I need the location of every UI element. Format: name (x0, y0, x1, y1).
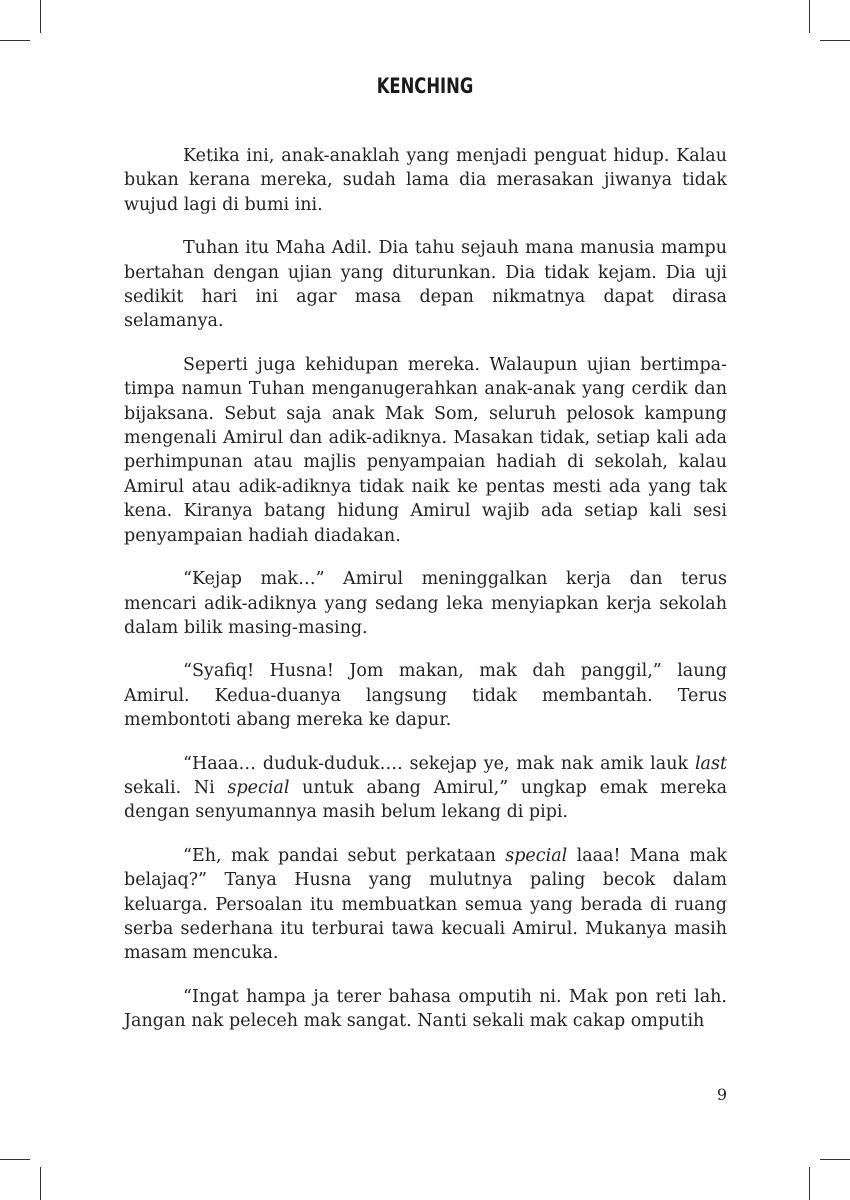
crop-mark-top-right-horizontal (820, 40, 850, 41)
paragraph-7-text-2: laaa! Mana mak belajaq?” Tanya Husna yang mulutnya paling becok dalam keluarga. Persoalan itu membuatkan semua yang berada di ruang serba sederhana itu terburai tawa kecuali Amirul. Mukanya masih masam mencuka. (124, 845, 727, 964)
paragraph-6-italic-1: last (694, 753, 727, 774)
paragraph-7-italic-1: special (505, 845, 568, 866)
crop-mark-bottom-right-vertical (809, 1167, 810, 1200)
paragraph-6 (124, 752, 727, 825)
running-head: KENCHING (376, 74, 474, 98)
paragraph-3: Seperti juga kehidupan mereka. Walaupun ujian bertimpa-timpa namun Tuhan menganugerahkan anak-anak yang cerdik dan bijaksana. Sebut saja anak Mak Som, seluruh pelosok kampung mengenali Amirul dan adik-adiknya. Masakan tidak, setiap kali ada perhimpunan atau majlis penyampaian hadiah di sekolah, kalau Amirul atau adik-adiknya tidak naik ke pentas mesti ada yang tak kena. Kiranya batang hidung Amirul wajib ada setiap kali sesi penyampaian hadiah diadakan. (124, 354, 727, 546)
paragraph-1: Ketika ini, anak-anaklah yang menjadi penguat hidup. Kalau bukan kerana mereka, sudah lama dia merasakan jiwanya tidak wujud lagi di bumi ini. (124, 146, 727, 215)
paragraph-6-text-1: “Haaa… duduk-duduk…. sekejap ye, mak nak amik lauk (183, 753, 695, 774)
paragraph-7 (124, 844, 727, 966)
paragraph-6-text-2: sekali. Ni (124, 777, 228, 798)
paragraph-6-italic-2: special (227, 777, 290, 798)
paragraph-5: “Syafiq! Husna! Jom makan, mak dah panggil,” laung Amirul. Kedua-duanya langsung tidak membantah. Terus membontoti abang mereka ke dapur. (124, 661, 727, 731)
paragraph-6-text-3: untuk abang Amirul,” ungkap emak mereka dengan senyumannya masih belum lekang di pipi. (124, 777, 728, 823)
paragraph-4: “Kejap mak…” Amirul meninggalkan kerja dan terus mencari adik-adiknya yang sedang leka menyiapkan kerja sekolah dalam bilik masing-masing. (124, 569, 727, 638)
paragraph-8: “Ingat hampa ja terer bahasa omputih ni. Mak pon reti lah. Jangan nak peleceh mak sangat. Nanti sekali mak cakap omputih (124, 986, 727, 1032)
crop-mark-bottom-left-vertical (40, 1167, 41, 1200)
page-number: 9 (716, 1085, 727, 1104)
crop-mark-bottom-left-horizontal (0, 1159, 30, 1160)
paragraph-7-text-1: “Eh, mak pandai sebut perkataan (183, 845, 506, 866)
body-text (124, 144, 727, 1034)
crop-mark-top-left-horizontal (0, 40, 30, 41)
crop-mark-bottom-right-horizontal (820, 1159, 850, 1160)
paragraph-2: Tuhan itu Maha Adil. Dia tahu sejauh mana manusia mampu bertahan dengan ujian yang diturunkan. Dia tidak kejam. Dia uji sedikit hari ini agar masa depan nikmatnya dapat dirasa selamanya. (124, 238, 727, 332)
crop-mark-top-left-vertical (40, 0, 41, 33)
crop-mark-top-right-vertical (809, 0, 810, 33)
